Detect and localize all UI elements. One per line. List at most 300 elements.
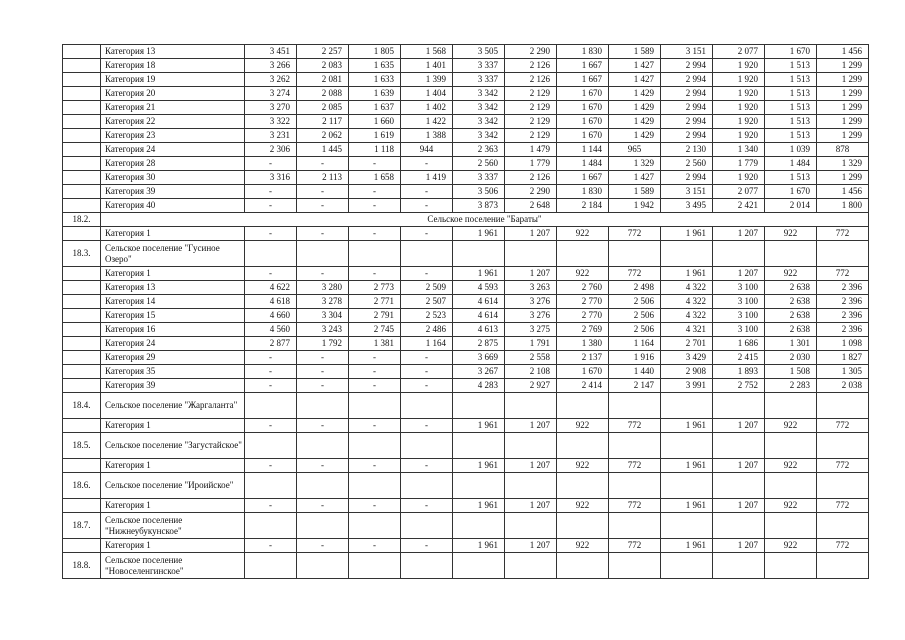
value-cell: 922 bbox=[765, 499, 817, 513]
value-cell: 2 030 bbox=[765, 351, 817, 365]
value-cell: 1 207 bbox=[713, 499, 765, 513]
value-cell: 772 bbox=[817, 459, 869, 473]
table-row bbox=[63, 459, 869, 473]
row-index bbox=[63, 101, 101, 115]
value-cell: 3 100 bbox=[713, 281, 765, 295]
table-row bbox=[63, 499, 869, 513]
value-cell: 2 129 bbox=[505, 87, 557, 101]
section-index: 18.3. bbox=[63, 241, 101, 267]
empty-cell bbox=[401, 513, 453, 539]
value-cell: 1 419 bbox=[401, 171, 453, 185]
table-row bbox=[63, 419, 869, 433]
value-cell: 2 523 bbox=[401, 309, 453, 323]
table-row bbox=[63, 227, 869, 241]
empty-cell bbox=[817, 513, 869, 539]
value-cell: 1 670 bbox=[557, 365, 609, 379]
value-cell: 2 130 bbox=[661, 143, 713, 157]
value-cell: 2 638 bbox=[765, 295, 817, 309]
value-cell: 1 920 bbox=[713, 101, 765, 115]
empty-cell bbox=[661, 241, 713, 267]
value-cell: 1 513 bbox=[765, 59, 817, 73]
settlement-row bbox=[63, 513, 869, 539]
empty-cell bbox=[765, 473, 817, 499]
value-cell: 3 276 bbox=[505, 309, 557, 323]
value-cell: 1 670 bbox=[557, 87, 609, 101]
value-cell: 2 560 bbox=[453, 157, 505, 171]
settlement-row bbox=[63, 241, 869, 267]
category-name: Категория 30 bbox=[101, 171, 245, 185]
value-cell: 2 014 bbox=[765, 199, 817, 213]
value-cell: 4 622 bbox=[245, 281, 297, 295]
value-cell: 1 402 bbox=[401, 101, 453, 115]
value-cell: 1 830 bbox=[557, 45, 609, 59]
value-cell: 1 670 bbox=[765, 185, 817, 199]
value-cell: 922 bbox=[765, 459, 817, 473]
value-cell: 1 299 bbox=[817, 101, 869, 115]
value-cell: - bbox=[401, 157, 453, 171]
value-cell: 1 299 bbox=[817, 73, 869, 87]
value-cell: 1 429 bbox=[609, 115, 661, 129]
value-cell: 1 207 bbox=[505, 227, 557, 241]
value-cell: - bbox=[349, 459, 401, 473]
value-cell: 2 396 bbox=[817, 295, 869, 309]
value-cell: 4 660 bbox=[245, 309, 297, 323]
value-cell: 2 129 bbox=[505, 129, 557, 143]
category-name: Категория 1 bbox=[101, 267, 245, 281]
empty-cell bbox=[661, 473, 713, 499]
value-cell: 1 800 bbox=[817, 199, 869, 213]
value-cell: - bbox=[401, 499, 453, 513]
value-cell: 772 bbox=[609, 459, 661, 473]
value-cell: 1 513 bbox=[765, 101, 817, 115]
value-cell: 2 088 bbox=[297, 87, 349, 101]
empty-cell bbox=[609, 241, 661, 267]
value-cell: 1 401 bbox=[401, 59, 453, 73]
value-cell: - bbox=[245, 539, 297, 553]
value-cell: - bbox=[297, 539, 349, 553]
value-cell: 4 321 bbox=[661, 323, 713, 337]
value-cell: 922 bbox=[765, 419, 817, 433]
empty-cell bbox=[349, 513, 401, 539]
settlement-name: Сельское поселение "Загустайское" bbox=[101, 433, 245, 459]
value-cell: 1 484 bbox=[765, 157, 817, 171]
empty-cell bbox=[817, 473, 869, 499]
value-cell: 922 bbox=[765, 227, 817, 241]
value-cell: 1 207 bbox=[505, 499, 557, 513]
value-cell: 922 bbox=[557, 227, 609, 241]
value-cell: 3 669 bbox=[453, 351, 505, 365]
value-cell: 1 513 bbox=[765, 73, 817, 87]
value-cell: - bbox=[245, 227, 297, 241]
value-cell: 772 bbox=[817, 267, 869, 281]
empty-cell bbox=[609, 473, 661, 499]
value-cell: 1 381 bbox=[349, 337, 401, 351]
value-cell: 3 262 bbox=[245, 73, 297, 87]
value-cell: 2 421 bbox=[713, 199, 765, 213]
value-cell: - bbox=[401, 227, 453, 241]
category-name: Категория 29 bbox=[101, 351, 245, 365]
value-cell: 2 283 bbox=[765, 379, 817, 393]
value-cell: 2 363 bbox=[453, 143, 505, 157]
row-index bbox=[63, 157, 101, 171]
value-cell: 2 994 bbox=[661, 101, 713, 115]
value-cell: - bbox=[401, 185, 453, 199]
value-cell: 1 660 bbox=[349, 115, 401, 129]
empty-cell bbox=[245, 553, 297, 579]
value-cell: - bbox=[245, 267, 297, 281]
value-cell: 1 427 bbox=[609, 59, 661, 73]
value-cell: 1 429 bbox=[609, 87, 661, 101]
value-cell: 1 380 bbox=[557, 337, 609, 351]
row-index bbox=[63, 499, 101, 513]
table-row bbox=[63, 45, 869, 59]
category-name: Категория 39 bbox=[101, 379, 245, 393]
value-cell: 772 bbox=[609, 227, 661, 241]
empty-cell bbox=[245, 433, 297, 459]
value-cell: 4 593 bbox=[453, 281, 505, 295]
row-index bbox=[63, 185, 101, 199]
value-cell: - bbox=[401, 539, 453, 553]
table-row bbox=[63, 129, 869, 143]
empty-cell bbox=[349, 241, 401, 267]
value-cell: - bbox=[297, 419, 349, 433]
value-cell: 1 792 bbox=[297, 337, 349, 351]
value-cell: 1 427 bbox=[609, 171, 661, 185]
value-cell: 3 495 bbox=[661, 199, 713, 213]
value-cell: 1 667 bbox=[557, 171, 609, 185]
value-cell: - bbox=[245, 351, 297, 365]
value-cell: 2 558 bbox=[505, 351, 557, 365]
table-body bbox=[63, 45, 869, 579]
value-cell: - bbox=[245, 499, 297, 513]
value-cell: 2 117 bbox=[297, 115, 349, 129]
value-cell: 3 337 bbox=[453, 59, 505, 73]
row-index bbox=[63, 351, 101, 365]
row-index bbox=[63, 227, 101, 241]
value-cell: 3 278 bbox=[297, 295, 349, 309]
value-cell: 1 961 bbox=[661, 227, 713, 241]
value-cell: 4 283 bbox=[453, 379, 505, 393]
category-name: Категория 16 bbox=[101, 323, 245, 337]
value-cell: 2 638 bbox=[765, 281, 817, 295]
settlement-row bbox=[63, 553, 869, 579]
value-cell: 1 961 bbox=[661, 267, 713, 281]
category-name: Категория 1 bbox=[101, 227, 245, 241]
empty-cell bbox=[557, 553, 609, 579]
value-cell: 1 920 bbox=[713, 73, 765, 87]
table-row bbox=[63, 171, 869, 185]
value-cell: 1 670 bbox=[557, 129, 609, 143]
value-cell: 1 670 bbox=[557, 115, 609, 129]
value-cell: 3 342 bbox=[453, 115, 505, 129]
empty-cell bbox=[349, 393, 401, 419]
empty-cell bbox=[557, 241, 609, 267]
value-cell: 772 bbox=[609, 499, 661, 513]
category-name: Категория 20 bbox=[101, 87, 245, 101]
value-cell: 2 108 bbox=[505, 365, 557, 379]
row-index bbox=[63, 459, 101, 473]
value-cell: 922 bbox=[557, 419, 609, 433]
value-cell: 2 770 bbox=[557, 309, 609, 323]
value-cell: 4 322 bbox=[661, 309, 713, 323]
value-cell: 1 164 bbox=[609, 337, 661, 351]
value-cell: 4 322 bbox=[661, 281, 713, 295]
row-index bbox=[63, 365, 101, 379]
value-cell: 1 299 bbox=[817, 87, 869, 101]
category-name: Категория 21 bbox=[101, 101, 245, 115]
value-cell: 2 638 bbox=[765, 309, 817, 323]
value-cell: 1 667 bbox=[557, 59, 609, 73]
value-cell: 2 507 bbox=[401, 295, 453, 309]
category-name: Категория 1 bbox=[101, 499, 245, 513]
value-cell: 1 207 bbox=[713, 267, 765, 281]
value-cell: 1 513 bbox=[765, 171, 817, 185]
value-cell: 2 081 bbox=[297, 73, 349, 87]
value-cell: 3 267 bbox=[453, 365, 505, 379]
empty-cell bbox=[661, 433, 713, 459]
value-cell: - bbox=[297, 227, 349, 241]
value-cell: 1 456 bbox=[817, 45, 869, 59]
value-cell: - bbox=[349, 227, 401, 241]
settlement-row bbox=[63, 213, 869, 227]
category-name: Категория 13 bbox=[101, 281, 245, 295]
value-cell: 1 791 bbox=[505, 337, 557, 351]
empty-cell bbox=[661, 553, 713, 579]
empty-cell bbox=[609, 553, 661, 579]
settlement-name: Сельское поселение "Жаргаланта" bbox=[101, 393, 245, 419]
empty-cell bbox=[609, 513, 661, 539]
value-cell: - bbox=[401, 267, 453, 281]
section-index: 18.4. bbox=[63, 393, 101, 419]
table-row bbox=[63, 87, 869, 101]
value-cell: 1 893 bbox=[713, 365, 765, 379]
value-cell: 1 619 bbox=[349, 129, 401, 143]
value-cell: 922 bbox=[557, 267, 609, 281]
value-cell: 1 299 bbox=[817, 171, 869, 185]
value-cell: 3 304 bbox=[297, 309, 349, 323]
value-cell: - bbox=[297, 365, 349, 379]
value-cell: 3 274 bbox=[245, 87, 297, 101]
value-cell: 2 126 bbox=[505, 59, 557, 73]
empty-cell bbox=[713, 553, 765, 579]
value-cell: 1 920 bbox=[713, 87, 765, 101]
value-cell: 3 231 bbox=[245, 129, 297, 143]
value-cell: 1 916 bbox=[609, 351, 661, 365]
value-cell: 3 506 bbox=[453, 185, 505, 199]
empty-cell bbox=[505, 433, 557, 459]
value-cell: 2 877 bbox=[245, 337, 297, 351]
value-cell: 2 875 bbox=[453, 337, 505, 351]
value-cell: - bbox=[349, 419, 401, 433]
value-cell: 1 427 bbox=[609, 73, 661, 87]
value-cell: 1 513 bbox=[765, 87, 817, 101]
empty-cell bbox=[817, 393, 869, 419]
value-cell: 4 618 bbox=[245, 295, 297, 309]
value-cell: 3 342 bbox=[453, 129, 505, 143]
value-cell: 1 207 bbox=[713, 419, 765, 433]
row-index bbox=[63, 323, 101, 337]
table-row bbox=[63, 323, 869, 337]
value-cell: 1 961 bbox=[661, 539, 713, 553]
value-cell: 1 961 bbox=[453, 539, 505, 553]
empty-cell bbox=[349, 553, 401, 579]
row-index bbox=[63, 59, 101, 73]
value-cell: 2 077 bbox=[713, 45, 765, 59]
value-cell: 922 bbox=[557, 499, 609, 513]
value-cell: 4 614 bbox=[453, 309, 505, 323]
value-cell: 2 077 bbox=[713, 185, 765, 199]
value-cell: 2 994 bbox=[661, 73, 713, 87]
value-cell: 1 445 bbox=[297, 143, 349, 157]
value-cell: 1 920 bbox=[713, 171, 765, 185]
empty-cell bbox=[297, 473, 349, 499]
value-cell: 922 bbox=[765, 539, 817, 553]
value-cell: 2 760 bbox=[557, 281, 609, 295]
value-cell: 2 415 bbox=[713, 351, 765, 365]
value-cell: 1 568 bbox=[401, 45, 453, 59]
value-cell: 2 908 bbox=[661, 365, 713, 379]
value-cell: 2 752 bbox=[713, 379, 765, 393]
value-cell: 1 920 bbox=[713, 115, 765, 129]
value-cell: - bbox=[349, 379, 401, 393]
value-cell: 2 306 bbox=[245, 143, 297, 157]
value-cell: 1 805 bbox=[349, 45, 401, 59]
empty-cell bbox=[713, 393, 765, 419]
value-cell: 1 667 bbox=[557, 73, 609, 87]
value-cell: 4 560 bbox=[245, 323, 297, 337]
value-cell: 772 bbox=[817, 499, 869, 513]
value-cell: 1 658 bbox=[349, 171, 401, 185]
value-cell: 2 129 bbox=[505, 101, 557, 115]
empty-cell bbox=[453, 553, 505, 579]
table-row bbox=[63, 185, 869, 199]
value-cell: 3 316 bbox=[245, 171, 297, 185]
value-cell: 1 329 bbox=[817, 157, 869, 171]
empty-cell bbox=[557, 513, 609, 539]
empty-cell bbox=[297, 393, 349, 419]
value-cell: 1 779 bbox=[505, 157, 557, 171]
value-cell: 1 329 bbox=[609, 157, 661, 171]
empty-cell bbox=[557, 473, 609, 499]
table-row bbox=[63, 101, 869, 115]
value-cell: - bbox=[349, 365, 401, 379]
empty-cell bbox=[245, 473, 297, 499]
value-cell: 1 479 bbox=[505, 143, 557, 157]
row-index bbox=[63, 45, 101, 59]
value-cell: 2 560 bbox=[661, 157, 713, 171]
value-cell: 1 207 bbox=[713, 459, 765, 473]
table-row bbox=[63, 115, 869, 129]
value-cell: 772 bbox=[817, 539, 869, 553]
value-cell: 1 207 bbox=[713, 227, 765, 241]
value-cell: - bbox=[349, 199, 401, 213]
value-cell: 2 396 bbox=[817, 309, 869, 323]
empty-cell bbox=[765, 393, 817, 419]
row-index bbox=[63, 199, 101, 213]
value-cell: 2 927 bbox=[505, 379, 557, 393]
row-index bbox=[63, 171, 101, 185]
value-cell: 2 994 bbox=[661, 115, 713, 129]
value-cell: - bbox=[297, 157, 349, 171]
value-cell: 2 648 bbox=[505, 199, 557, 213]
empty-cell bbox=[453, 241, 505, 267]
value-cell: 2 147 bbox=[609, 379, 661, 393]
value-cell: 1 830 bbox=[557, 185, 609, 199]
value-cell: 772 bbox=[817, 227, 869, 241]
value-cell: 2 038 bbox=[817, 379, 869, 393]
value-cell: 2 638 bbox=[765, 323, 817, 337]
value-cell: 2 509 bbox=[401, 281, 453, 295]
empty-cell bbox=[661, 393, 713, 419]
value-cell: 2 769 bbox=[557, 323, 609, 337]
value-cell: 3 100 bbox=[713, 323, 765, 337]
value-cell: 1 484 bbox=[557, 157, 609, 171]
table-row bbox=[63, 143, 869, 157]
value-cell: 3 337 bbox=[453, 171, 505, 185]
value-cell: - bbox=[349, 499, 401, 513]
value-cell: 1 456 bbox=[817, 185, 869, 199]
category-name: Категория 18 bbox=[101, 59, 245, 73]
value-cell: - bbox=[349, 157, 401, 171]
category-name: Категория 19 bbox=[101, 73, 245, 87]
value-cell: 2 486 bbox=[401, 323, 453, 337]
value-cell: 3 280 bbox=[297, 281, 349, 295]
value-cell: 2 498 bbox=[609, 281, 661, 295]
value-cell: 1 299 bbox=[817, 59, 869, 73]
category-name: Категория 39 bbox=[101, 185, 245, 199]
value-cell: 3 263 bbox=[505, 281, 557, 295]
value-cell: 1 299 bbox=[817, 129, 869, 143]
value-cell: 2 129 bbox=[505, 115, 557, 129]
value-cell: - bbox=[245, 365, 297, 379]
empty-cell bbox=[453, 473, 505, 499]
category-name: Категория 1 bbox=[101, 539, 245, 553]
value-cell: 2 126 bbox=[505, 171, 557, 185]
value-cell: - bbox=[245, 459, 297, 473]
value-cell: 3 270 bbox=[245, 101, 297, 115]
value-cell: 2 062 bbox=[297, 129, 349, 143]
value-cell: 1 399 bbox=[401, 73, 453, 87]
empty-cell bbox=[297, 553, 349, 579]
value-cell: - bbox=[401, 459, 453, 473]
empty-cell bbox=[661, 513, 713, 539]
category-name: Категория 28 bbox=[101, 157, 245, 171]
empty-cell bbox=[401, 553, 453, 579]
category-name: Категория 35 bbox=[101, 365, 245, 379]
value-cell: 772 bbox=[609, 267, 661, 281]
value-cell: 1 589 bbox=[609, 45, 661, 59]
empty-cell bbox=[817, 553, 869, 579]
value-cell: 1 144 bbox=[557, 143, 609, 157]
value-cell: 1 961 bbox=[661, 459, 713, 473]
value-cell: - bbox=[349, 185, 401, 199]
value-cell: 2 184 bbox=[557, 199, 609, 213]
value-cell: 772 bbox=[817, 419, 869, 433]
empty-cell bbox=[505, 241, 557, 267]
empty-cell bbox=[765, 433, 817, 459]
value-cell: 2 994 bbox=[661, 129, 713, 143]
empty-cell bbox=[401, 473, 453, 499]
value-cell: - bbox=[401, 419, 453, 433]
category-name: Категория 40 bbox=[101, 199, 245, 213]
value-cell: 4 614 bbox=[453, 295, 505, 309]
empty-cell bbox=[557, 393, 609, 419]
value-cell: 2 396 bbox=[817, 323, 869, 337]
value-cell: 772 bbox=[609, 419, 661, 433]
value-cell: 2 745 bbox=[349, 323, 401, 337]
value-cell: - bbox=[297, 499, 349, 513]
section-index: 18.7. bbox=[63, 513, 101, 539]
